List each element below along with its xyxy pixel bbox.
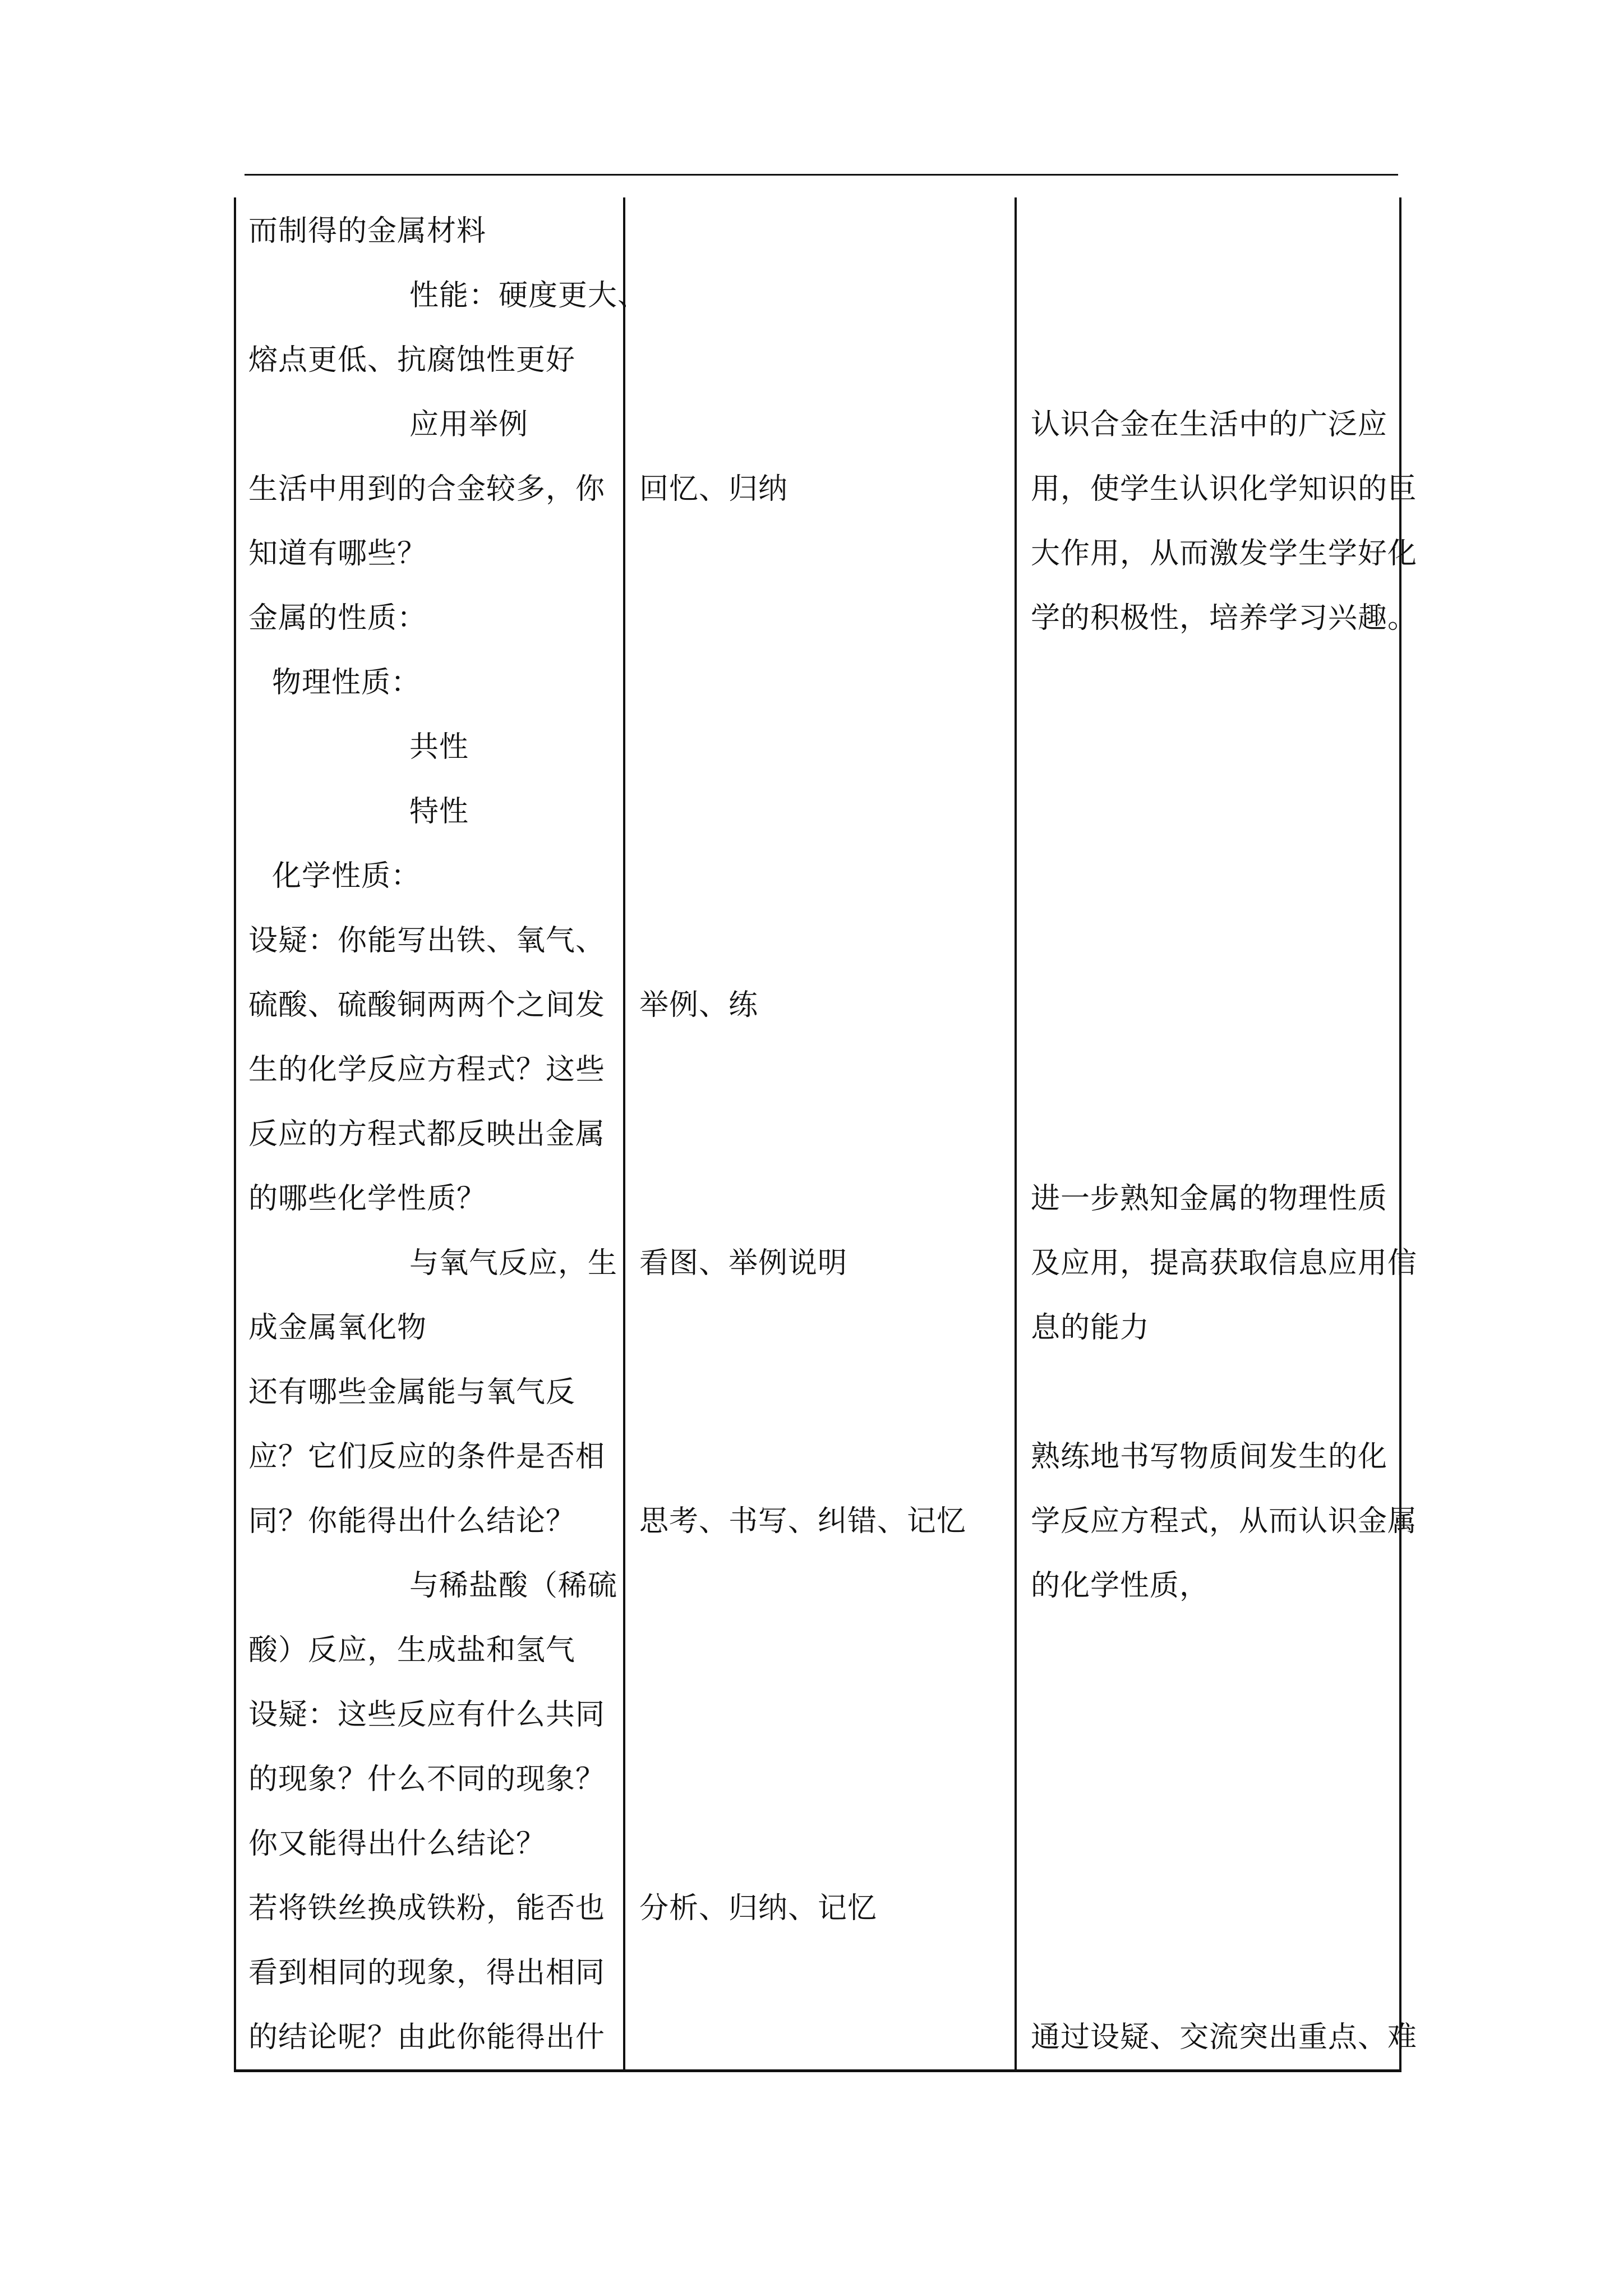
content-line: 同？你能得出什么结论？ <box>248 1504 576 1538</box>
table-border-left <box>234 197 236 2072</box>
design-intent-line: 大作用，从而激发学生学好化 <box>1031 537 1418 570</box>
content-line: 金属的性质： <box>248 601 427 635</box>
design-intent-line: 的化学性质， <box>1031 1569 1210 1603</box>
header-rule <box>245 174 1398 176</box>
content-line: 的哪些化学性质？ <box>248 1182 487 1216</box>
content-line: 设疑：这些反应有什么共同 <box>248 1698 606 1732</box>
content-line: 看到相同的现象，得出相同 <box>248 1956 606 1990</box>
student-activity-line: 回忆、归纳 <box>639 472 789 506</box>
design-intent-line: 用，使学生认识化学知识的巨 <box>1031 472 1418 506</box>
content-line: 你又能得出什么结论？ <box>248 1827 546 1861</box>
content-line: 与氧气反应，生 <box>409 1246 618 1280</box>
content-line: 化学性质： <box>272 859 421 893</box>
content-line: 与稀盐酸（稀硫 <box>409 1569 618 1603</box>
content-line: 设疑：你能写出铁、氧气、 <box>248 924 606 958</box>
content-line: 应用举例 <box>409 408 529 441</box>
content-line: 酸）反应，生成盐和氢气 <box>248 1634 576 1667</box>
student-activity-line: 看图、举例说明 <box>639 1246 848 1280</box>
content-line: 还有哪些金属能与氧气反 <box>248 1375 576 1409</box>
content-line: 若将铁丝换成铁粉，能否也 <box>248 1892 606 1925</box>
content-line: 物理性质： <box>272 666 421 700</box>
content-line: 应？它们反应的条件是否相 <box>248 1440 606 1474</box>
content-line: 熔点更低、抗腐蚀性更好 <box>248 343 576 377</box>
student-activity-line: 思考、书写、纠错、记忆 <box>639 1504 967 1538</box>
column-divider-2 <box>1015 197 1017 2072</box>
content-line: 生的化学反应方程式？这些 <box>248 1053 606 1087</box>
design-intent-line: 学的积极性，培养学习兴趣。 <box>1031 601 1418 635</box>
design-intent-line: 认识合金在生活中的广泛应 <box>1031 408 1388 441</box>
design-intent-line: 及应用，提高获取信息应用信 <box>1031 1246 1418 1280</box>
content-line: 知道有哪些？ <box>248 537 427 570</box>
design-intent-line: 熟练地书写物质间发生的化 <box>1031 1440 1388 1474</box>
content-line: 生活中用到的合金较多，你 <box>248 472 606 506</box>
student-activity-line: 举例、练 <box>639 988 759 1022</box>
content-line: 的结论呢？由此你能得出什 <box>248 2021 606 2054</box>
content-line: 共性 <box>409 730 469 764</box>
content-line: 的现象？什么不同的现象？ <box>248 1763 606 1796</box>
design-intent-line: 进一步熟知金属的物理性质 <box>1031 1182 1388 1216</box>
design-intent-line: 学反应方程式，从而认识金属 <box>1031 1504 1418 1538</box>
content-line: 反应的方程式都反映出金属 <box>248 1117 606 1151</box>
content-line: 成金属氧化物 <box>248 1311 427 1345</box>
column-divider-1 <box>623 197 625 2072</box>
design-intent-line: 通过设疑、交流突出重点、难 <box>1031 2021 1418 2054</box>
content-line: 特性 <box>409 795 469 829</box>
content-line: 硫酸、硫酸铜两两个之间发 <box>248 988 606 1022</box>
table-border-bottom <box>234 2069 1401 2072</box>
content-line: 性能：硬度更大、 <box>409 279 648 312</box>
content-line: 而制得的金属材料 <box>248 214 487 248</box>
design-intent-line: 息的能力 <box>1031 1311 1150 1345</box>
student-activity-line: 分析、归纳、记忆 <box>639 1892 878 1925</box>
